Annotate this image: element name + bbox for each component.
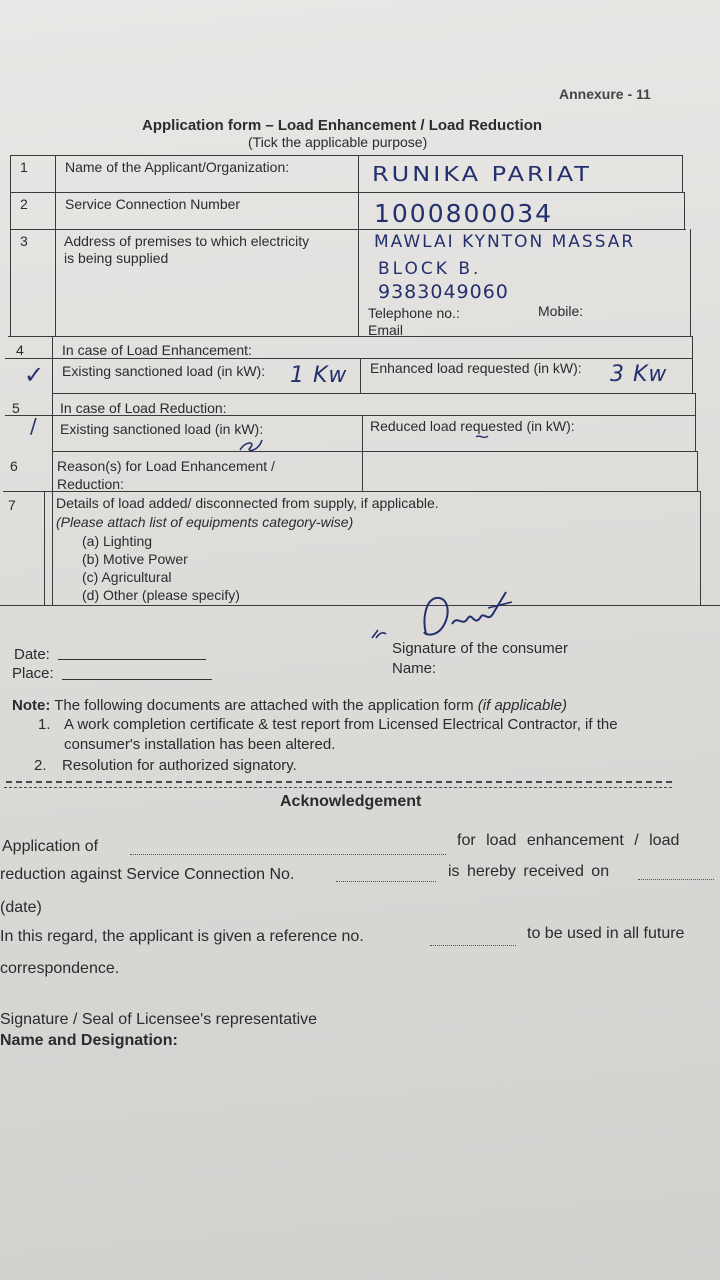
enhanced-load-value: 3 Kw (610, 362, 668, 387)
load-category-item: (c) Agricultural (82, 569, 172, 585)
enhancement-heading: In case of Load Enhancement: (62, 342, 252, 358)
row-number: 1 (20, 159, 28, 175)
ack-line3: (date) (0, 899, 42, 916)
annexure-label: Annexure - 11 (559, 86, 651, 102)
row-number: 4 (16, 342, 24, 358)
signature-label: Signature of the consumer (392, 640, 568, 657)
load-category-item: (b) Motive Power (82, 551, 188, 567)
separator (6, 781, 672, 783)
service-connection-label: Service Connection Number (65, 196, 241, 212)
note-body: The following documents are attached with the application form (50, 697, 478, 714)
email-label: Email (368, 322, 404, 338)
existing-load-label-reduction: Existing sanctioned load (in kW): (60, 421, 264, 437)
applicant-name-value: RUNIKA PARIAT (372, 162, 592, 186)
telephone-label: Telephone no.: (368, 305, 460, 321)
consumer-name-label: Name: (392, 660, 437, 677)
date-label: Date: (14, 646, 50, 663)
form-subtitle: (Tick the applicable purpose) (248, 134, 428, 150)
load-category-item: (d) Other (please specify) (82, 587, 240, 603)
reason-label-line2: Reduction: (57, 476, 124, 492)
reduction-heading: In case of Load Reduction: (60, 400, 227, 416)
mobile-label: Mobile: (538, 303, 584, 319)
reason-label-line1: Reason(s) for Load Enhancement / (57, 458, 275, 474)
acknowledgement-heading: Acknowledgement (280, 793, 422, 810)
note-item-line1: A work completion certificate & test report from Licensed Electrical Contractor, if the (64, 716, 618, 733)
row-number: 3 (20, 233, 28, 249)
note-prefix: Note: (12, 697, 51, 714)
tick-mark-icon: ✓ (24, 361, 48, 389)
row-number: 7 (8, 497, 16, 513)
row-number: 5 (12, 400, 20, 416)
address-value-line1: MAWLAI KYNTON MASSAR (374, 232, 636, 252)
ack-line2-right: is hereby received on (448, 863, 610, 880)
ack-line5: correspondence. (0, 960, 120, 977)
form-title: Application form – Load Enhancement / Load Reduction (142, 117, 543, 134)
address-label-line1: Address of premises to which electricity (64, 233, 310, 249)
note-text (12, 697, 567, 714)
name-designation-label: Name and Designation: (0, 1032, 178, 1049)
ink-mark (474, 433, 490, 441)
reduction-mark: / (30, 414, 40, 438)
note-italic: (if applicable) (477, 697, 568, 714)
details-label-line1: Details of load added/ disconnected from supply, if applicable. (56, 495, 439, 511)
phone-value: 9383049060 (378, 281, 509, 303)
place-label: Place: (12, 665, 54, 682)
ack-line4-right: to be used in all future (527, 925, 685, 942)
address-label-line2: is being supplied (64, 250, 169, 266)
consumer-signature-scrawl (366, 588, 516, 644)
reduced-load-label: Reduced load requested (in kW): (370, 418, 575, 434)
separator (4, 787, 672, 788)
address-value-line2: BLOCK B. (378, 259, 482, 279)
dotted-blank (638, 879, 714, 880)
note-item-line1: Resolution for authorized signatory. (62, 757, 297, 774)
licensee-signature-label: Signature / Seal of Licensee's representative (0, 1011, 318, 1028)
service-connection-value: 1000800034 (374, 199, 554, 228)
applicant-name-label: Name of the Applicant/Organization: (65, 159, 290, 175)
row-number: 6 (10, 458, 18, 474)
note-item-line2: consumer's installation has been altered. (64, 736, 336, 753)
ack-line1-right: for load enhancement / load (457, 832, 680, 849)
note-item-number: 2. (34, 757, 47, 774)
details-label-line2: (Please attach list of equipments category-wise) (56, 514, 354, 530)
row-number: 2 (20, 196, 28, 212)
ack-line2-left: reduction against Service Connection No. (0, 866, 295, 883)
ack-line1-left: Application of (2, 838, 99, 855)
dotted-blank (430, 945, 516, 946)
existing-load-value: 1 Kw (290, 363, 348, 388)
dotted-blank (130, 854, 446, 855)
enhanced-load-label: Enhanced load requested (in kW): (370, 360, 582, 376)
ack-line4-left: In this regard, the applicant is given a reference no. (0, 928, 364, 945)
ink-mark (236, 436, 266, 456)
existing-load-label: Existing sanctioned load (in kW): (62, 363, 266, 379)
note-item-number: 1. (38, 716, 51, 733)
load-category-item: (a) Lighting (82, 533, 153, 549)
dotted-blank (336, 881, 436, 882)
